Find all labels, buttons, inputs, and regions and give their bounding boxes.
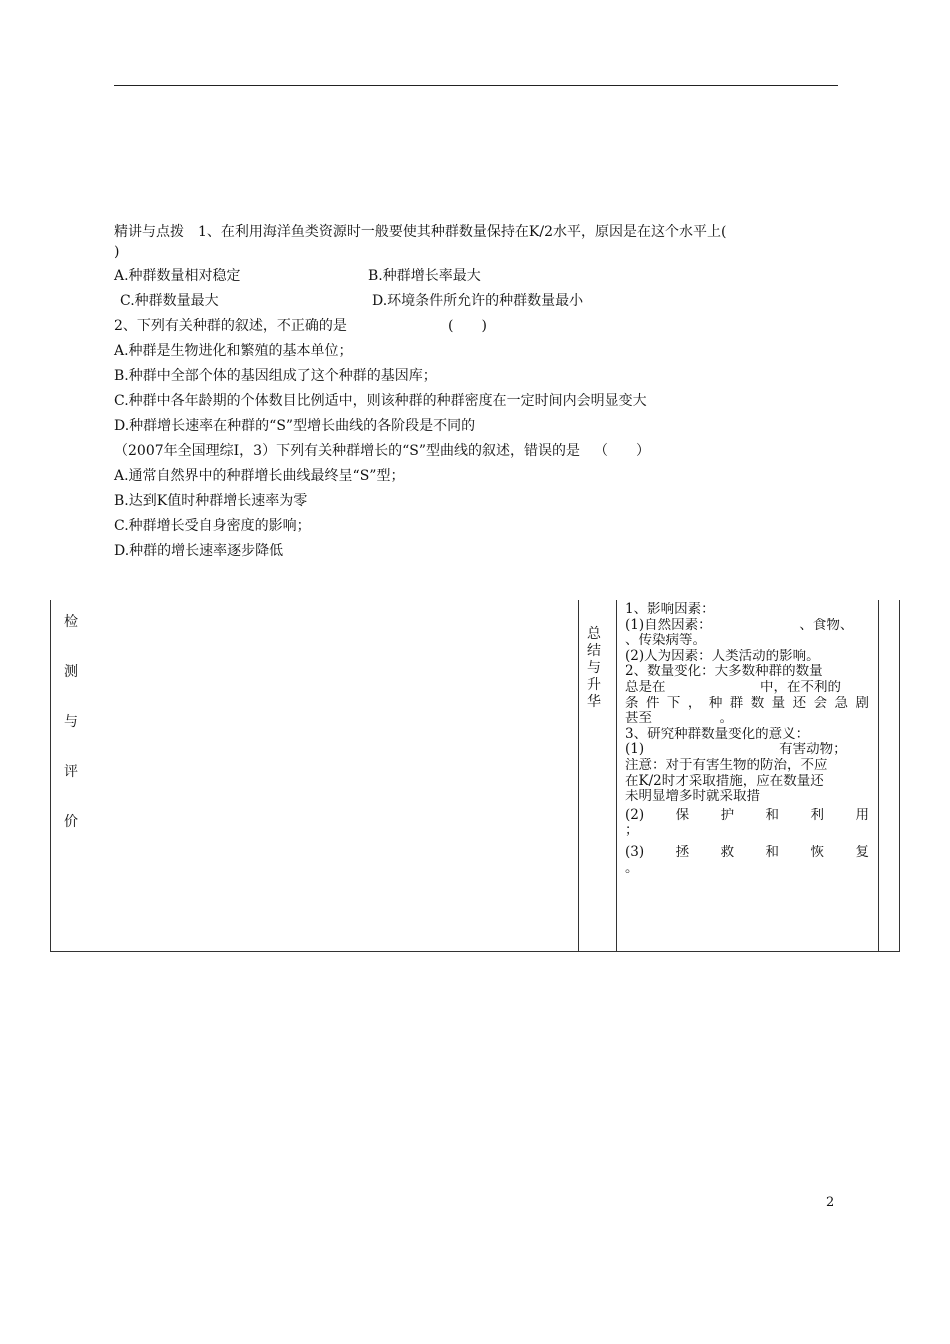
left-label-column xyxy=(61,612,81,862)
q3-option-a: A.通常自然界中的种群增长曲线最终呈“S”型； xyxy=(114,468,405,484)
q1-stem-end: ) xyxy=(114,244,120,260)
summary-line: 条件下，种群数量还会急剧 xyxy=(625,695,869,711)
summary-line: (2)保护和利用 xyxy=(625,807,869,823)
summary-line: 、传染病等。 xyxy=(625,633,706,649)
q1-option-a: A.种群数量相对稳定 xyxy=(114,268,241,284)
q1-option-b: B.种群增长率最大 xyxy=(368,268,481,284)
left-label-char: 价 xyxy=(64,814,78,830)
page-number: 2 xyxy=(826,1195,835,1210)
table-divider-3 xyxy=(878,600,879,952)
q2-option-d: D.种群增长速率在种群的“S”型增长曲线的各阶段是不同的 xyxy=(114,418,476,434)
q1-stem: 精讲与点拨 1、在利用海洋鱼类资源时一般要使其种群数量保持在K/2水平，原因是在这个水平上( xyxy=(114,224,727,240)
summary-line: 在K/2时才采取措施，应在数量还 xyxy=(625,773,824,789)
summary-line: 3、研究种群数量变化的意义： xyxy=(625,726,810,742)
summary-line: 2、数量变化：大多数种群的数量 xyxy=(625,664,823,680)
q2-stem: 2、下列有关种群的叙述，不正确的是 xyxy=(114,318,347,334)
evaluation-table xyxy=(50,600,900,952)
q3-stem: （2007年全国理综Ⅰ，3）下列有关种群增长的“S”型曲线的叙述，错误的是 xyxy=(114,443,580,459)
q2-option-c: C.种群中各年龄期的个体数目比例适中，则该种群的种群密度在一定时间内会明显变大 xyxy=(114,393,647,409)
q1-option-c: C.种群数量最大 xyxy=(120,293,219,309)
q1-option-d: D.环境条件所允许的种群数量最小 xyxy=(372,293,584,309)
summary-line: 未明显增多时就采取措 xyxy=(625,789,760,805)
header-rule xyxy=(114,85,838,86)
summary-line: 总是在 中，在不利的 xyxy=(625,679,841,695)
left-label-char: 测 xyxy=(64,664,78,680)
summary-line: (2)人为因素：人类活动的影响。 xyxy=(625,648,820,664)
table-divider-2 xyxy=(616,600,617,952)
middle-label-char: 升 xyxy=(587,677,601,693)
q3-option-d: D.种群的增长速率逐步降低 xyxy=(114,543,284,559)
middle-label-char: 总 xyxy=(587,626,601,642)
middle-label-char: 与 xyxy=(587,660,601,676)
summary-line: 。 xyxy=(625,860,639,876)
left-label-char: 与 xyxy=(64,714,78,730)
summary-line: (1)自然因素： 、食物、 xyxy=(625,617,854,633)
table-border-bottom xyxy=(50,951,900,952)
summary-content xyxy=(625,602,869,876)
summary-line: 注意：对于有害生物的防治，不应 xyxy=(625,757,828,773)
summary-line: (1) 有害动物； xyxy=(625,742,847,758)
summary-line: (3)拯救和恢复 xyxy=(625,844,869,860)
q2-option-a: A.种群是生物进化和繁殖的基本单位； xyxy=(114,343,353,359)
middle-label-char: 结 xyxy=(587,643,601,659)
q3-option-c: C.种群增长受自身密度的影响； xyxy=(114,518,311,534)
table-border-left xyxy=(50,600,51,952)
left-label-char: 评 xyxy=(64,764,78,780)
q1-options-ab xyxy=(114,264,844,289)
summary-line: 甚至 。 xyxy=(625,711,733,727)
q1-options-cd xyxy=(114,289,844,314)
q3-option-b: B.达到K值时种群增长速率为零 xyxy=(114,493,308,509)
q2-option-b: B.种群中全部个体的基因组成了这个种群的基因库； xyxy=(114,368,437,384)
q3-stem-line xyxy=(114,439,844,464)
q2-stem-line xyxy=(114,314,844,339)
middle-label-column xyxy=(586,626,602,711)
q2-answer-paren: ( ) xyxy=(448,318,487,334)
table-divider-1 xyxy=(578,600,579,952)
middle-label-char: 华 xyxy=(587,694,601,710)
summary-line: ； xyxy=(625,823,639,839)
table-border-right xyxy=(899,600,900,952)
question-section xyxy=(114,224,844,564)
summary-line: 1、影响因素： xyxy=(625,602,715,617)
left-label-char: 检 xyxy=(64,614,78,630)
q3-answer-paren: （ ） xyxy=(593,443,650,459)
